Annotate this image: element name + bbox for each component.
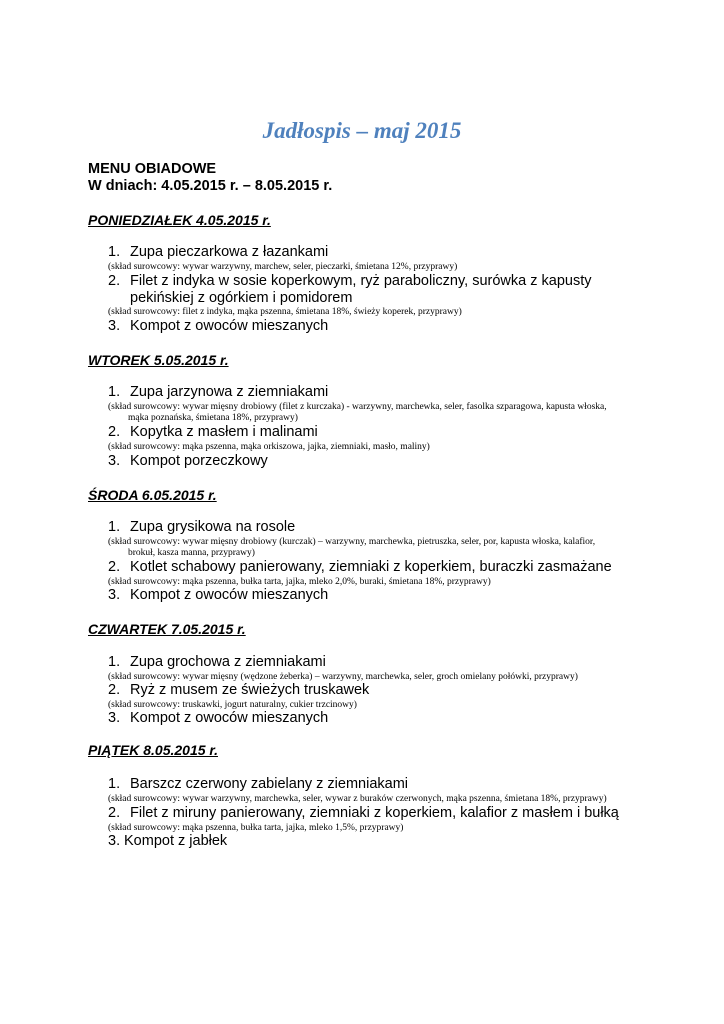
- ingredients-note: (skład surowcowy: mąka pszenna, bułka tarta, jajka, mleko 1,5%, przyprawy): [108, 823, 404, 833]
- ingredients-note-continuation: brokuł, kasza manna, przyprawy): [128, 548, 255, 558]
- menu-item: 2. Kopytka z masłem i malinami: [108, 424, 318, 440]
- menu-item: 2. Kotlet schabowy panierowany, ziemniaki z koperkiem, buraczki zasmażane: [108, 559, 612, 575]
- menu-item: 3. Kompot z owoców mieszanych: [108, 318, 329, 334]
- page-title: Jadłospis – maj 2015: [262, 118, 462, 143]
- menu-heading: MENU OBIADOWE: [88, 161, 217, 177]
- ingredients-note: (skład surowcowy: filet z indyka, mąka pszenna, śmietana 18%, świeży koperek, przyprawy): [108, 307, 462, 317]
- day-heading-friday: PIĄTEK 8.05.2015 r.: [88, 742, 218, 758]
- menu-item-continuation: pekińskiej z ogórkiem i pomidorem: [130, 290, 353, 306]
- ingredients-note: (skład surowcowy: wywar warzywny, marchewka, seler, wywar z buraków czerwonych, mąka pszenna, śmietana 18%, przyprawy): [108, 794, 607, 804]
- menu-item: 3. Kompot z jabłek: [108, 833, 228, 849]
- day-heading-thursday: CZWARTEK 7.05.2015 r.: [88, 621, 246, 637]
- menu-item: 3. Kompot z owoców mieszanych: [108, 587, 329, 603]
- menu-item: 3. Kompot z owoców mieszanych: [108, 710, 329, 726]
- day-heading-wednesday: ŚRODA 6.05.2015 r.: [88, 487, 217, 503]
- menu-item: 1. Barszcz czerwony zabielany z ziemniakami: [108, 776, 409, 792]
- date-range: W dniach: 4.05.2015 r. – 8.05.2015 r.: [88, 178, 333, 194]
- ingredients-note: (skład surowcowy: wywar mięsny (wędzone żeberka) – warzywny, marchewka, seler, groch omielany połówki, przyprawy): [108, 672, 578, 682]
- day-heading-tuesday: WTOREK 5.05.2015 r.: [88, 352, 229, 368]
- day-heading-monday: PONIEDZIAŁEK 4.05.2015 r.: [88, 212, 271, 228]
- menu-item: 1. Zupa pieczarkowa z łazankami: [108, 244, 329, 260]
- menu-item: 3. Kompot porzeczkowy: [108, 453, 268, 469]
- ingredients-note: (skład surowcowy: mąka pszenna, bułka tarta, jajka, mleko 2,0%, buraki, śmietana 18%, przyprawy): [108, 577, 491, 587]
- menu-item: 1. Zupa jarzynowa z ziemniakami: [108, 384, 329, 400]
- ingredients-note-continuation: mąka poznańska, śmietana 18%, przyprawy): [128, 413, 298, 423]
- menu-item: 2. Filet z miruny panierowany, ziemniaki z koperkiem, kalafior z masłem i bułką: [108, 805, 619, 821]
- menu-item: 2. Filet z indyka w sosie koperkowym, ryż paraboliczny, surówka z kapusty: [108, 273, 592, 289]
- ingredients-note: (skład surowcowy: wywar mięsny drobiowy (filet z kurczaka) - warzywny, marchewka, seler, fasolka szparagowa, kapusta włoska,: [108, 402, 607, 412]
- ingredients-note: (skład surowcowy: wywar warzywny, marchew, seler, pieczarki, śmietana 12%, przyprawy): [108, 262, 458, 272]
- ingredients-note: (skład surowcowy: wywar mięsny drobiowy (kurczak) – warzywny, marchewka, pietruszka, seler, por, kapusta włoska, kalafior,: [108, 537, 596, 547]
- ingredients-note: (skład surowcowy: truskawki, jogurt naturalny, cukier trzcinowy): [108, 700, 357, 710]
- ingredients-note: (skład surowcowy: mąka pszenna, mąka orkiszowa, jajka, ziemniaki, masło, maliny): [108, 442, 430, 452]
- menu-item: 1. Zupa grysikowa na rosole: [108, 519, 296, 535]
- menu-item: 1. Zupa grochowa z ziemniakami: [108, 654, 326, 670]
- menu-item: 2. Ryż z musem ze świeżych truskawek: [108, 682, 370, 698]
